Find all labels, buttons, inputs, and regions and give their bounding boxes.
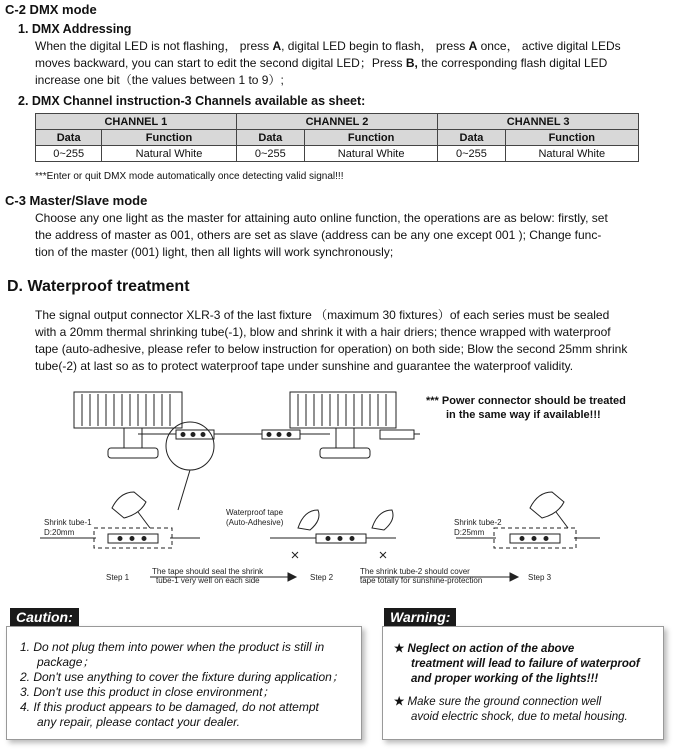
caution-item-1-cont: package；: [37, 655, 95, 669]
cell-function: Natural White: [505, 146, 638, 162]
col-data-header: Data: [438, 130, 505, 146]
step3-label: Step 3: [528, 573, 552, 582]
caution-item-3: 3. Don't use this product in close environment；: [20, 685, 275, 699]
shrink-tube-1-label: Shrink tube-1 D:20mm: [44, 518, 92, 537]
cell-function: Natural White: [102, 146, 236, 162]
col-function-header: Function: [505, 130, 638, 146]
master-slave-line2: the address of master as 001, others are set as slave (address can be any one except 001 ); Change func-: [35, 228, 602, 242]
dmx-addressing-line2: moves backward, you can start to edit the second digital LED；Press B, the corresponding flash digital LED: [35, 56, 608, 70]
connector-step2: [270, 510, 396, 558]
caution-item-2: 2. Don't use anything to cover the fixture during application；: [20, 670, 344, 684]
warning-badge: Warning:: [384, 608, 456, 626]
cell-function: Natural White: [304, 146, 437, 162]
dmx-addressing-title: 1. DMX Addressing: [18, 22, 132, 36]
channel-header: CHANNEL 2: [236, 114, 438, 130]
warning-item-2: ★ Make sure the ground connection well: [394, 696, 602, 708]
col-function-header: Function: [102, 130, 236, 146]
caution-item-4: 4. If this product appears to be damaged, do not attempt: [20, 700, 319, 714]
channel-header: CHANNEL 3: [438, 114, 639, 130]
power-connector-note: *** Power connector should be treated in the same way if available!!!: [426, 395, 626, 421]
col-data-header: Data: [236, 130, 304, 146]
master-slave-line3: tion of the master (001) light, then all lights will work synchronously;: [35, 245, 394, 259]
star-icon: ★: [394, 643, 405, 655]
star-icon: ★: [394, 696, 405, 708]
step1-label: Step 1: [106, 573, 130, 582]
channel-header: CHANNEL 1: [36, 114, 237, 130]
waterproof-line3: tape (auto-adhesive, please refer to below instruction for operation) on both side; Blow the second 25mm shrink: [35, 342, 628, 356]
caution-badge: Caution:: [10, 608, 79, 626]
waterproof-line1: The signal output connector XLR-3 of the last fixture （maximum 30 fixtures）of each series must be sealed: [35, 308, 610, 322]
cell-data: 0~255: [236, 146, 304, 162]
cell-data: 0~255: [36, 146, 102, 162]
dmx-channel-title: 2. DMX Channel instruction-3 Channels available as sheet:: [18, 94, 366, 108]
arrow1-caption: The tape should seal the shrink tube-1 very well on each side: [152, 567, 264, 585]
col-function-header: Function: [304, 130, 437, 146]
section-d-heading: D. Waterproof treatment: [7, 278, 190, 295]
warning-list: ★ Neglect on action of the above treatment will lead to failure of waterproof and proper working of the lights!!! ★ Make sure the ground connection well avoid electric shock, due to metal housing.: [394, 643, 640, 723]
caution-item-1: 1. Do not plug them into power when the product is still in: [20, 640, 325, 654]
dmx-addressing-line1: When the digital LED is not flashing， press A, digital LED begin to flash， press A once， active digital LEDs: [35, 39, 621, 53]
shrink-tube-2-label: Shrink tube-2 D:25mm: [454, 518, 502, 537]
magnifier-circle: [166, 422, 214, 470]
channel-table: [35, 113, 639, 162]
master-slave-line1: Choose any one light as the master for attaining auto online function, the operations are as below: firstly, set: [35, 211, 608, 225]
warning-item-1: ★ Neglect on action of the above: [394, 643, 575, 655]
waterproof-line2: with a 20mm thermal shrinking tube(-1), blow and shrink it with a hair driers; thence wrapped with waterproof: [35, 325, 611, 339]
arrow2-caption: The shrink tube-2 should cover tape totally for sunshine-protection: [360, 567, 483, 585]
col-data-header: Data: [36, 130, 102, 146]
waterproof-line4: tube(-2) at last so as to protect waterproof tape under sunshine and guarantee the waterproof validity.: [35, 359, 574, 373]
caution-list: [20, 640, 344, 730]
caution-item-4-cont: any repair, please contact your dealer.: [37, 715, 241, 729]
dmx-addressing-line3: increase one bit（the values between 1 to 9）;: [35, 73, 284, 87]
table-note: ***Enter or quit DMX mode automatically once detecting valid signal!!!: [35, 171, 344, 182]
section-c3-heading: C-3 Master/Slave mode: [5, 193, 148, 208]
step2-label: Step 2: [310, 573, 334, 582]
waterproof-tape-label: Waterproof tape (Auto-Adhesive): [226, 508, 284, 527]
magnifier-pointer: [178, 470, 190, 510]
fixture-illustration: [262, 392, 420, 458]
cell-data: 0~255: [438, 146, 505, 162]
section-c2-heading: C-2 DMX mode: [5, 2, 97, 17]
fixture-illustration: [74, 392, 228, 458]
